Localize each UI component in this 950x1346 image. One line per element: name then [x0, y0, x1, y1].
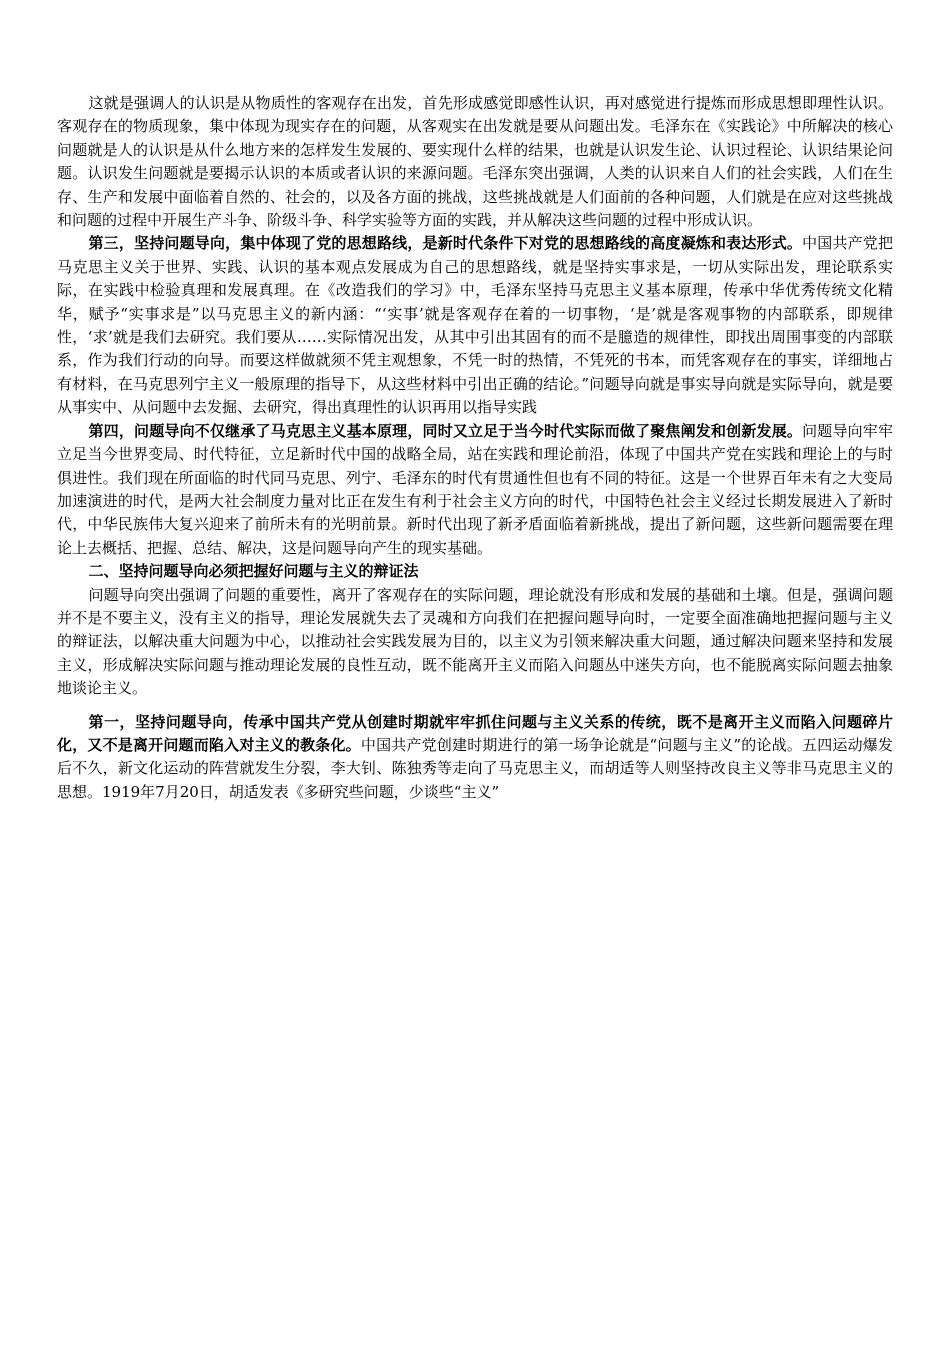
paragraph-third-point — [57, 232, 893, 419]
section-heading: 二、坚持问题导向必须把握好问题与主义的辩证法 — [88, 562, 419, 581]
paragraph-fourth-point — [57, 420, 893, 560]
document-page — [57, 92, 893, 804]
paragraph-text: 问题导向突出强调了问题的重要性，离开了客观存在的实际问题，理论就没有形成和发展的基础和土壤。但是，强调问题并不是不要主义，没有主义的指导，理论发展就失去了灵魂和方向我们在把握问题导向时，一定要全面准确地把握问题与主义的辩证法，以解决重大问题为中心，以推动社会实践发展为目的，以主义为引领来解决重大问题，通过解决问题来坚持和发展主义，形成解决实际问题与推动理论发展的良性互动，既不能离开主义而陷入问题丛中迷失方向，也不能脱离实际问题去抽象地谈论主义。 — [57, 585, 893, 698]
paragraph-text: 中国共产党把马克思主义关于世界、实践、认识的基本观点发展成为自己的思想路线，就是坚持实事求是，一切从实际出发，理论联系实际，在实践中检验真理和发展真理。在《改造我们的学习》中，毛泽东坚持马克思主义基本原理，传承中华优秀传统文化精华，赋予“实事求是”以马克思主义的新内涵：“‘实事’就是客观存在着的一切事物，‘是’就是客观事物的内部联系，即规律性，‘求’就是我们去研究。我们要从……实际情况出发，从其中引出其固有的而不是臆造的规律性，即找出周围事变的内部联系，作为我们行动的向导。而要这样做就须不凭主观想象，不凭一时的热情，不凭死的书本，而凭客观存在的事实，详细地占有材料，在马克思列宁主义一般原理的指导下，从这些材料中引出正确的结论。”问题导向就是事实导向就是实际导向，就是要从事实中、从问题中去发掘、去研究，得出真理性的认识再用以指导实践 — [57, 234, 893, 417]
paragraph-first-point — [57, 711, 893, 805]
paragraph-lead: 第四，问题导向不仅继承了马克思主义基本原理，同时又立足于当今时代实际而做了聚焦阐发和创新发展。 — [88, 421, 803, 440]
paragraph-cognition-origin — [57, 92, 893, 232]
paragraph-text: 中国共产党创建时期进行的第一场争论就是“问题与主义”的论战。五四运动爆发后不久，新文化运动的阵营就发生分裂，李大钊、陈独秀等走向了马克思主义，而胡适等人则坚持改良主义等非马克思主义的思想。1919年7月20日，胡适发表《多研究些问题，少谈些“主义” — [57, 735, 893, 801]
paragraph-lead: 第三，坚持问题导向，集中体现了党的思想路线，是新时代条件下对党的思想路线的高度凝炼和表达形式。 — [88, 234, 803, 253]
paragraph-lead: 第一，坚持问题导向，传承中国共产党从创建时期就牢牢抓住问题与主义关系的传统，既不是离开主义而陷入问题碎片化，又不是离开问题而陷入对主义的教条化。 — [57, 712, 893, 754]
paragraph-text: 这就是强调人的认识是从物质性的客观存在出发，首先形成感觉即感性认识，再对感觉进行提炼而形成思想即理性认识。客观存在的物质现象，集中体现为现实存在的问题，从客观实在出发就是要从问题出发。毛泽东在《实践论》中所解决的核心问题就是人的认识是从什么地方来的怎样发生发展的、要实现什么样的结果，也就是认识发生论、认识过程论、认识结果论问题。认识发生问题就是要揭示认识的本质或者认识的来源问题。毛泽东突出强调，人类的认识来自人们的社会实践，人们在生存、生产和发展中面临着自然的、社会的，以及各方面的挑战，这些挑战就是人们面前的各种问题，人们就是在应对这些挑战和问题的过程中开展生产斗争、阶级斗争、科学实验等方面的实践，并从解决这些问题的过程中形成认识。 — [57, 94, 893, 230]
paragraph-section-intro — [57, 584, 893, 701]
paragraph-text: 问题导向牢牢立足当今世界变局、时代特征，立足新时代中国的战略全局，站在实践和理论前沿，体现了中国共产党在实践和理论上的与时俱进性。我们现在所面临的时代同马克思、列宁、毛泽东的时代有贯通性但也有不同的特征。这是一个世界百年未有之大变局加速演进的时代，是两大社会制度力量对比正在发生有利于社会主义方向的时代，中国特色社会主义经过长期发展进入了新时代，中华民族伟大复兴迎来了前所未有的光明前景。新时代出现了新矛盾面临着新挑战，提出了新问题，这些新问题需要在理论上去概括、把握、总结、解决，这是问题导向产生的现实基础。 — [57, 421, 893, 557]
